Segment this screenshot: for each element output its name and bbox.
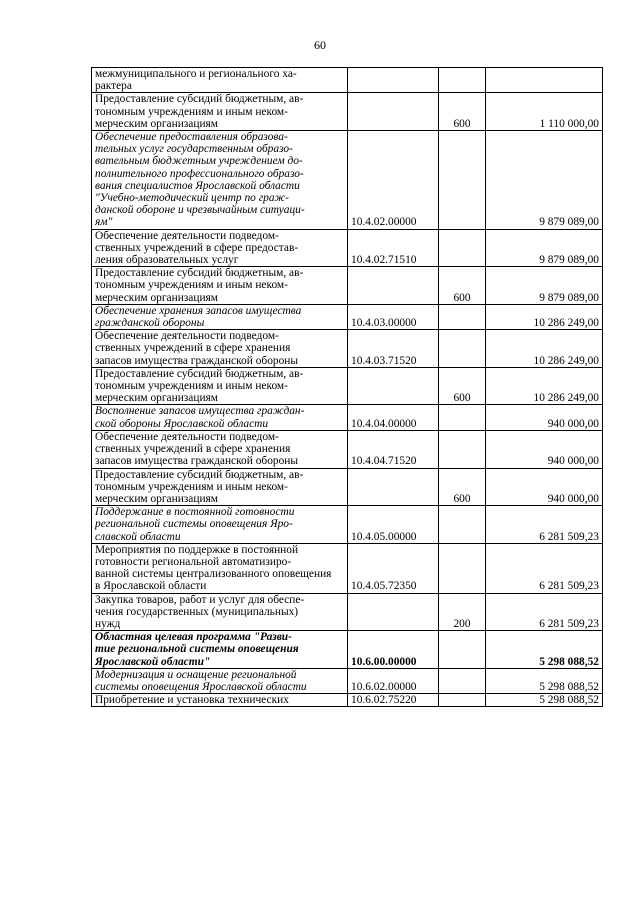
description-line: ственных учреждений в сфере хранения [95,342,291,355]
row-target-code [348,593,439,631]
description-line: рактера [95,80,132,93]
description-line: мерческим организациям [95,392,218,405]
row-expense-type [439,694,486,707]
table-row [92,131,603,230]
row-expense-type: 600 [439,367,486,405]
row-description [92,304,348,329]
row-expense-type: 600 [439,468,486,506]
description-line: Закупка товаров, работ и услуг для обеспе- [95,593,305,606]
description-line: мерческим организациям [95,492,218,505]
budget-table [91,67,603,707]
row-expense-type [439,131,486,230]
description-line: вательным бюджетным учреждением до- [95,155,303,168]
row-amount: 5 298 088,52 [486,694,603,707]
row-amount: 9 879 089,00 [486,267,603,305]
row-expense-type [439,229,486,267]
row-expense-type [439,405,486,430]
description-line: вания специалистов Ярославской области [95,179,300,192]
description-line: ственных учреждений в сфере предостав- [95,241,299,254]
row-expense-type [439,330,486,368]
description-line: данской обороне и чрезвычайным ситуаци- [95,204,305,217]
row-amount [486,68,603,93]
description-line: Предоставление субсидий бюджетным, ав- [95,93,304,106]
row-amount: 10 286 249,00 [486,304,603,329]
description-line: Предоставление субсидий бюджетным, ав- [95,267,304,280]
row-amount: 940 000,00 [486,468,603,506]
row-target-code: 10.4.04.00000 [348,405,439,430]
description-line: гражданской обороны [95,317,205,330]
row-target-code [348,468,439,506]
table-row [92,93,603,131]
budget-table-body [92,68,603,707]
description-line: Приобретение и установка технических [95,694,289,707]
row-description [92,468,348,506]
row-amount: 940 000,00 [486,405,603,430]
table-row [92,668,603,693]
row-expense-type [439,631,486,669]
table-row [92,367,603,405]
row-amount: 10 286 249,00 [486,367,603,405]
row-expense-type: 600 [439,267,486,305]
description-line: ской обороны Ярославской области [95,417,269,430]
row-description [92,593,348,631]
row-target-code [348,93,439,131]
description-line: готовности региональной автоматизиро- [95,555,292,568]
table-row [92,430,603,468]
row-description [92,430,348,468]
row-amount: 5 298 088,52 [486,668,603,693]
row-description [92,367,348,405]
description-line: Обеспечение деятельности подведом- [95,330,279,343]
description-line: Модернизация и оснащение региональной [95,668,297,681]
page-number: 60 [314,38,326,52]
table-row [92,506,603,544]
description-line: мерческим организациям [95,291,218,304]
table-row [92,304,603,329]
description-line: чения государственных (муниципальных) [95,605,299,618]
row-target-code: 10.4.05.72350 [348,543,439,593]
row-description [92,694,348,707]
description-line: тономным учреждениям и иным неком- [95,480,288,493]
table-row [92,631,603,669]
description-line: тельных услуг государственным образо- [95,143,293,156]
description-line: тие региональной системы оповещения [95,643,299,656]
row-amount: 6 281 509,23 [486,506,603,544]
description-line: Обеспечение предоставления образова- [95,131,288,144]
description-line: тономным учреждениям и иным неком- [95,380,288,393]
description-line: региональной системы оповещения Яро- [95,518,293,531]
description-line: Предоставление субсидий бюджетным, ав- [95,367,304,380]
row-amount: 9 879 089,00 [486,131,603,230]
table-row [92,405,603,430]
row-expense-type [439,68,486,93]
description-line: ления образовательных услуг [95,254,239,267]
row-description [92,93,348,131]
description-line: мерческим организациям [95,117,218,130]
row-amount: 940 000,00 [486,430,603,468]
description-line: ванной системы централизованного оповещения [95,568,332,581]
description-line: нужд [95,617,121,630]
row-expense-type [439,543,486,593]
row-target-code: 10.6.02.00000 [348,668,439,693]
description-line: в Ярославской области [95,580,207,593]
description-line: ственных учреждений в сфере хранения [95,443,291,456]
table-row [92,694,603,707]
row-expense-type: 600 [439,93,486,131]
row-expense-type [439,304,486,329]
row-description [92,229,348,267]
row-description [92,267,348,305]
row-target-code [348,267,439,305]
description-line: Восполнение запасов имущества граждан- [95,405,305,418]
row-amount: 9 879 089,00 [486,229,603,267]
description-line: тономным учреждениям и иным неком- [95,105,288,118]
description-line: запасов имущества гражданской обороны [95,455,299,468]
row-amount: 6 281 509,23 [486,593,603,631]
table-row [92,229,603,267]
row-description [92,330,348,368]
row-expense-type: 200 [439,593,486,631]
row-target-code: 10.6.00.00000 [348,631,439,669]
row-target-code: 10.6.02.75220 [348,694,439,707]
description-line: славской области [95,530,181,543]
row-expense-type [439,668,486,693]
description-line: Обеспечение деятельности подведом- [95,430,279,443]
row-amount: 6 281 509,23 [486,543,603,593]
row-target-code: 10.4.03.00000 [348,304,439,329]
row-target-code: 10.4.02.00000 [348,131,439,230]
row-description [92,131,348,230]
row-target-code: 10.4.03.71520 [348,330,439,368]
description-line: тономным учреждениям и иным неком- [95,279,288,292]
row-target-code: 10.4.02.71510 [348,229,439,267]
description-line: Обеспечение деятельности подведом- [95,229,279,242]
description-line: запасов имущества гражданской обороны [95,354,299,367]
row-target-code: 10.4.04.71520 [348,430,439,468]
row-amount: 1 110 000,00 [486,93,603,131]
row-amount: 5 298 088,52 [486,631,603,669]
row-description [92,405,348,430]
row-amount: 10 286 249,00 [486,330,603,368]
description-line: полнительного профессионального образо- [95,167,304,180]
row-target-code [348,68,439,93]
row-target-code: 10.4.05.00000 [348,506,439,544]
description-line: системы оповещения Ярославской области [95,680,307,693]
table-row [92,330,603,368]
row-description [92,631,348,669]
row-expense-type [439,506,486,544]
table-row [92,468,603,506]
description-line: Предоставление субсидий бюджетным, ав- [95,468,304,481]
description-line: межмуниципального и регионального ха- [95,68,297,80]
row-description [92,668,348,693]
row-target-code [348,367,439,405]
description-line: Обеспечение хранения запасов имущества [95,304,302,317]
description-line: ям" [95,216,113,229]
description-line: Мероприятия по поддержке в постоянной [95,543,299,556]
row-expense-type [439,430,486,468]
table-row [92,68,603,93]
table-row [92,543,603,593]
row-description [92,543,348,593]
description-line: Областная целевая программа "Разви- [95,631,292,644]
row-description [92,68,348,93]
row-description [92,506,348,544]
description-line: Ярославской области" [95,655,211,668]
description-line: Поддержание в постоянной готовности [95,506,295,519]
table-row [92,593,603,631]
table-row [92,267,603,305]
description-line: "Учебно-методический центр по граж- [95,192,289,205]
